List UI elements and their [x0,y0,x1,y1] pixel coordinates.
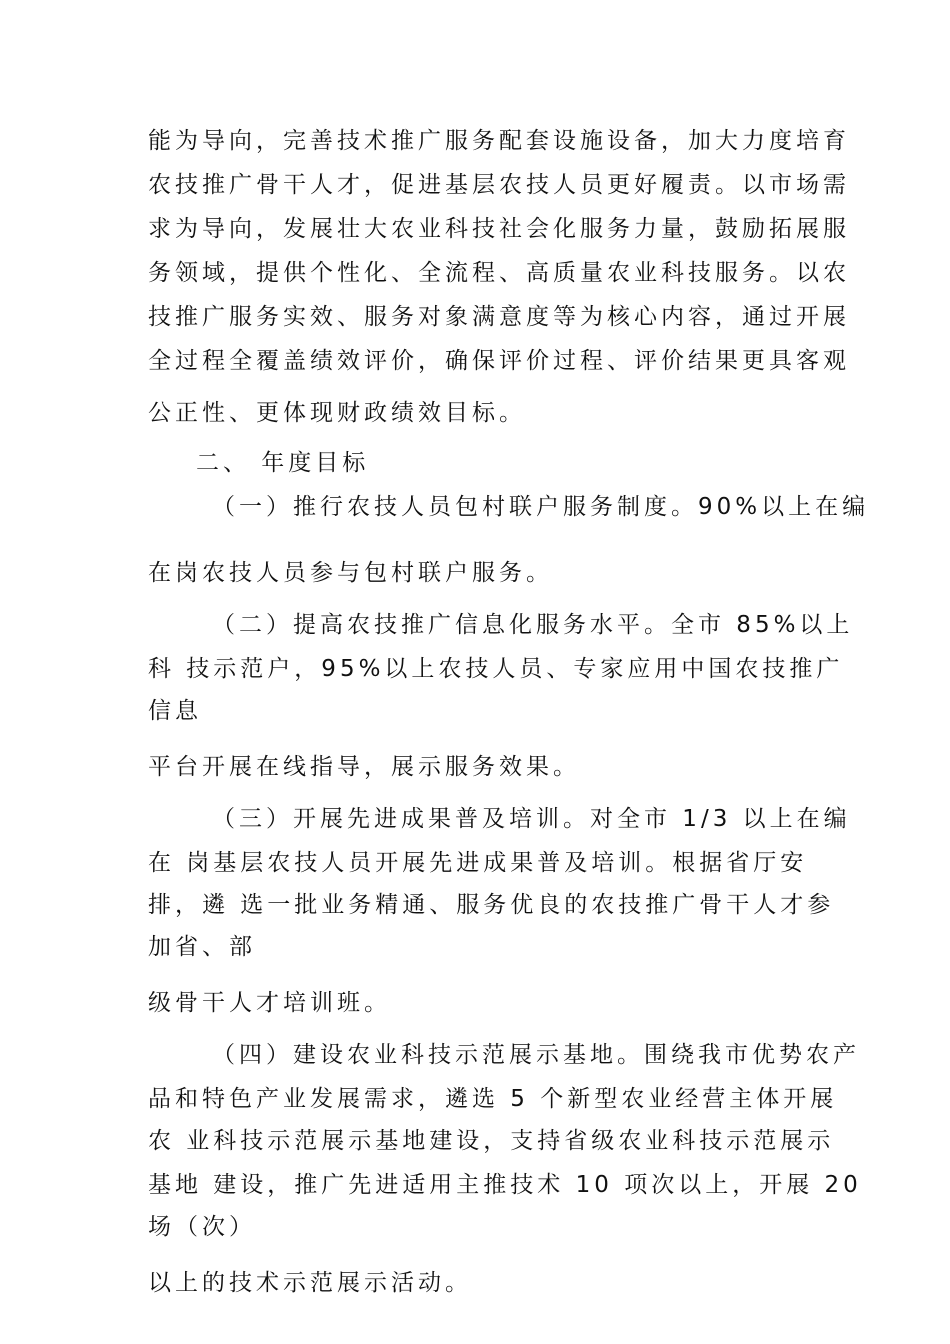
paragraph-line: （二）提高农技推广信息化服务水平。全市 85%以上 [212,612,854,638]
paragraph-line: （四）建设农业科技示范展示基地。围绕我市优势农产 [212,1042,860,1068]
paragraph-line: 级骨干人才培训班。 [148,990,391,1016]
paragraph-line: 基地 建设，推广先进适用主推技术 10 项次以上，开展 20 [148,1172,862,1198]
paragraph-line: 公正性、更体现财政绩效目标。 [148,400,526,426]
paragraph-line: 以上的技术示范展示活动。 [148,1270,472,1296]
paragraph-line: 品和特色产业发展需求，遴选 5 个新型农业经营主体开展 [148,1086,838,1112]
paragraph-line: 技推广服务实效、服务对象满意度等为核心内容，通过开展 [148,304,850,330]
paragraph-line: 务领域，提供个性化、全流程、高质量农业科技服务。以农 [148,260,850,286]
paragraph-line: 农 业科技示范展示基地建设，支持省级农业科技示范展示 [148,1128,835,1154]
paragraph-line: 求为导向，发展壮大农业科技社会化服务力量，鼓励拓展服 [148,216,850,242]
paragraph-line: 在岗农技人员参与包村联户服务。 [148,560,553,586]
paragraph-line: 科 技示范户，95%以上农技人员、专家应用中国农技推广 [148,656,844,682]
paragraph-line: 信息 [148,698,202,724]
paragraph-line: （一）推行农技人员包村联户服务制度。90%以上在编 [212,494,870,520]
paragraph-line: 平台开展在线指导，展示服务效果。 [148,754,580,780]
paragraph-line: 加省、部 [148,934,256,960]
paragraph-line: 全过程全覆盖绩效评价，确保评价过程、评价结果更具客观 [148,348,850,374]
paragraph-line: 在 岗基层农技人员开展先进成果普及培训。根据省厅安 [148,850,808,876]
paragraph-line: 能为导向，完善技术推广服务配套设施设备，加大力度培育 [148,128,850,154]
paragraph-line: 农技推广骨干人才，促进基层农技人员更好履责。以市场需 [148,172,850,198]
paragraph-line: 排，遴 选一批业务精通、服务优良的农技推广骨干人才参 [148,892,835,918]
paragraph-line: （三）开展先进成果普及培训。对全市 1/3 以上在编 [212,806,851,832]
section-heading: 二、 年度目标 [196,450,370,476]
paragraph-line: 场（次） [148,1214,256,1240]
